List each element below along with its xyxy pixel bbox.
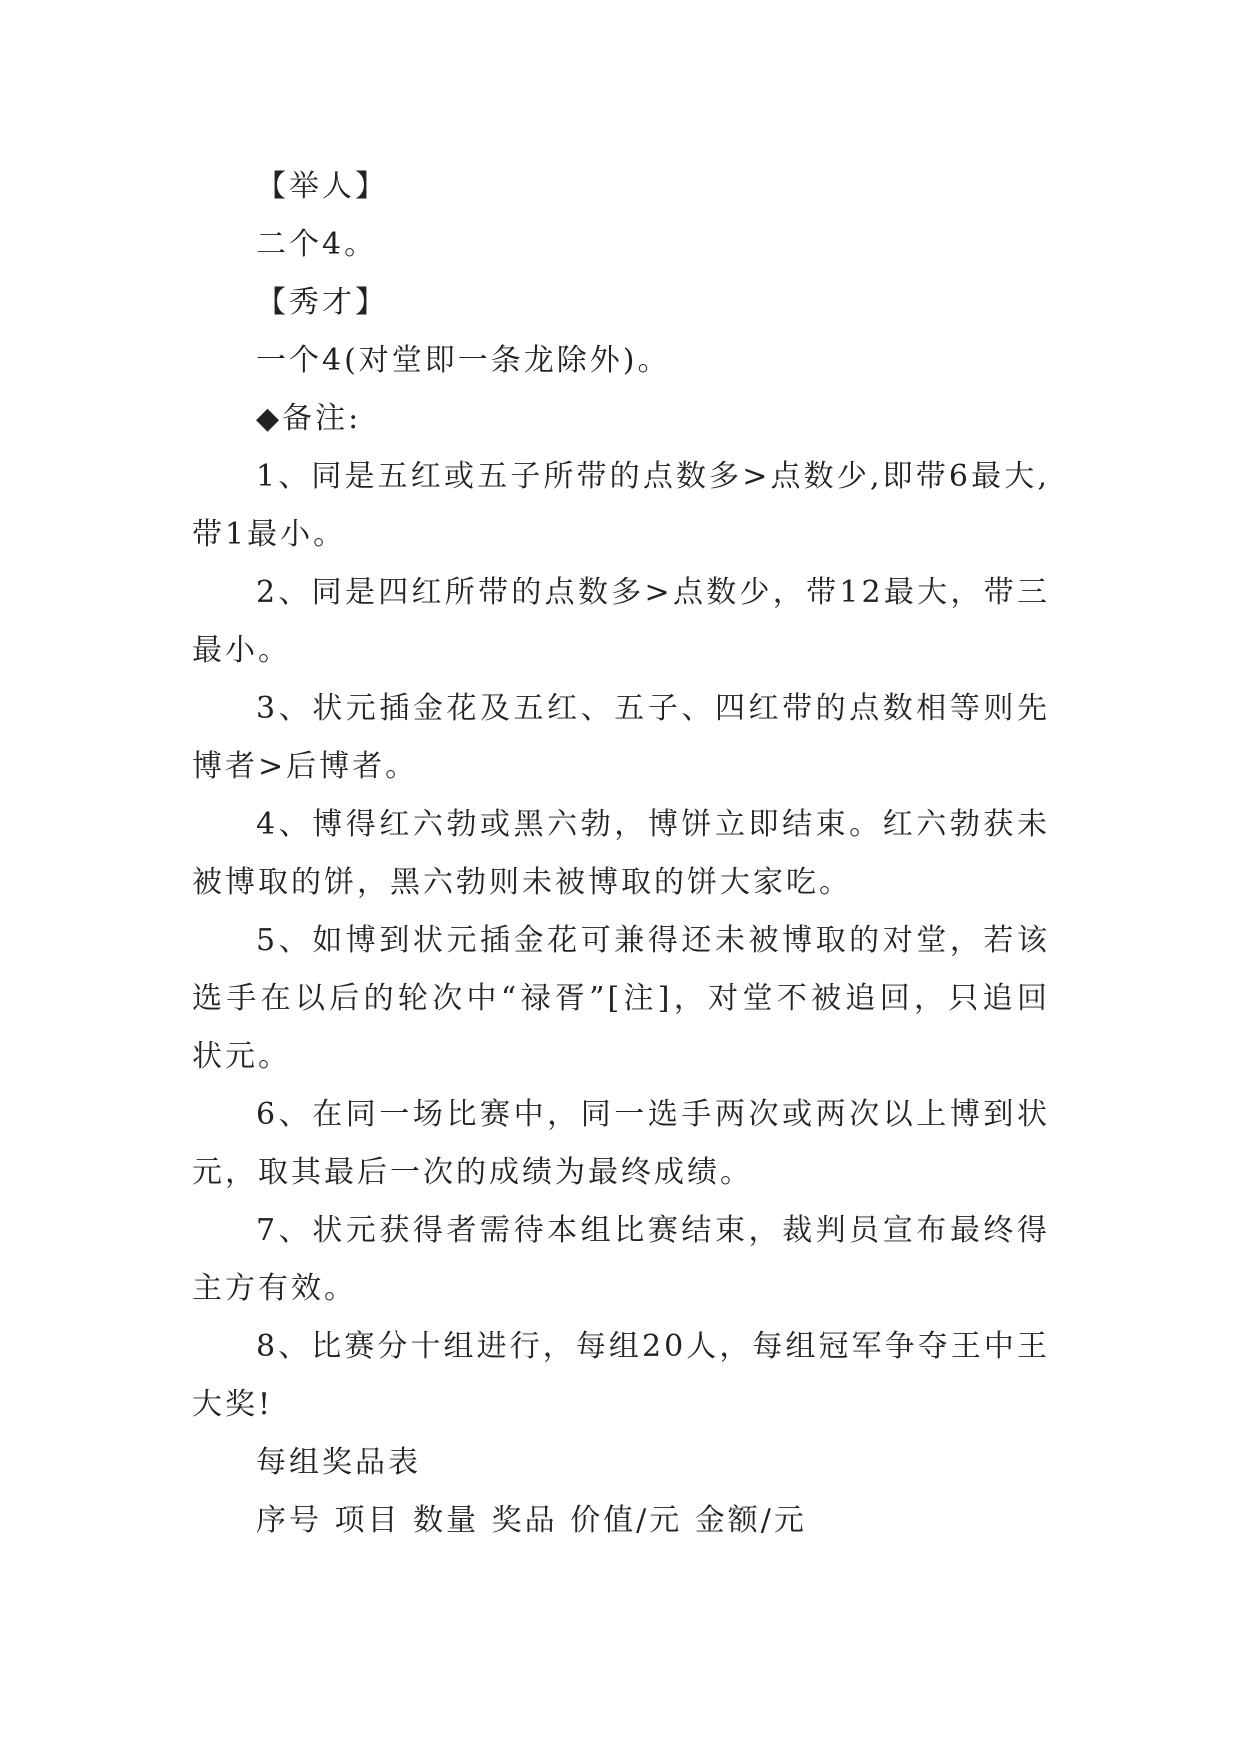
- heading-xiucai: 【秀才】: [256, 285, 388, 320]
- note-item-1: 1、同是五红或五子所带的点数多>点数少,即带6最大,带1最小。: [192, 459, 1050, 552]
- paragraph: 二个4。: [256, 227, 378, 262]
- note-item-3: 3、状元插金花及五红、五子、四红带的点数相等则先博者>后博者。: [192, 691, 1050, 784]
- paragraph: 一个4(对堂即一条龙除外)。: [256, 343, 671, 378]
- note-item-6: 6、在同一场比赛中，同一选手两次或两次以上博到状元，取其最后一次的成绩为最终成绩。: [192, 1097, 1050, 1190]
- note-item-4: 4、博得红六勃或黑六勃，博饼立即结束。红六勃获未被博取的饼，黑六勃则未被博取的饼大家吃。: [192, 807, 1050, 900]
- prize-table-title: 每组奖品表: [256, 1445, 421, 1480]
- notes-heading: ◆备注:: [256, 401, 362, 436]
- note-item-5: 5、如博到状元插金花可兼得还未被博取的对堂，若该选手在以后的轮次中“禄胥”[注]，对堂不被追回，只追回状元。: [192, 923, 1050, 1074]
- note-item-2: 2、同是四红所带的点数多>点数少，带12最大，带三最小。: [192, 575, 1050, 668]
- document-body: [192, 158, 1050, 1550]
- prize-table-header: 序号 项目 数量 奖品 价值/元 金额/元: [256, 1503, 807, 1538]
- note-item-7: 7、状元获得者需待本组比赛结束，裁判员宣布最终得主方有效。: [192, 1213, 1050, 1306]
- note-item-8: 8、比赛分十组进行，每组20人，每组冠军争夺王中王大奖!: [192, 1329, 1050, 1422]
- heading-juren: 【举人】: [256, 169, 388, 204]
